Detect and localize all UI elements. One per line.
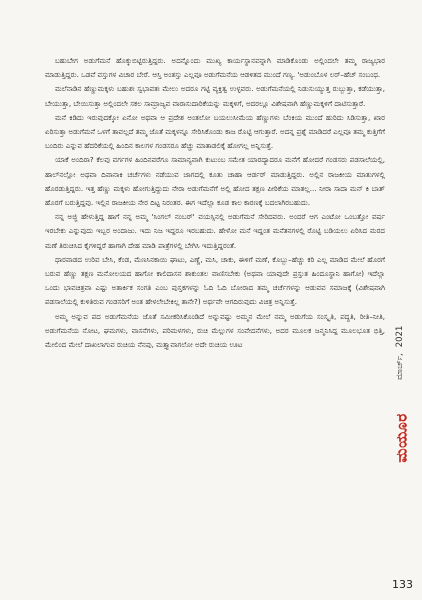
paragraph-1: ಬಹುಬೇಗ ಅಡುಗೆಮನೆ ಹೊಕ್ಕುಬಿಟ್ಟಿರುತ್ತಿದ್ದರು. ಅದನ್ನೊಂದು ಮುಖ್ಯ ಕಾರ್ಯಸ್ಥಾನವನ್ನಾಗಿ ಮಾಡಿಕೊಂಡು ಅಲ್ಲಿಂದಲೇ ತಮ್ಮ ರಾಜ್ಯಭಾರ ಮಾಡುತ್ತಿದ್ದರು. ಒಡವೆ ವಸ್ತುಗಳ ವಿಚಾರ ಬೇರೆ. ಆಸ್ತಿ ಅಂತಸ್ತು ಎಲ್ಲವೂ ಅಡುಗೆಮನೆಯ ಆಡಳಿತದ ಮುಂದೆ ಗಣ್ಯ. 'ಅಡುಂಬೊಳ ಲರ್–ಹೆಚ್ ಸಂಬಂಧ. (45, 56, 385, 80)
issue-date (395, 326, 405, 380)
paragraph-6: ಧಾರವಾಡದ ಉರಿವ ಬೇಸಿ, ಕೆಂಡ, ಮೆಣಸಿನಕಾಯಿ ಘಾಟು, ಎಣ್ಣೆ, ಮಸಿ, ಚಾಕು, ಈಳಿಗೆ ಮಣೆ, ಕೊಬ್ಬು–ಹೆಚ್ಚು ಕರಿ ಎಲ್ಲ ಮಾಡಿದ ಮೇಲೆ ಹೊರಗೆ ಬರುವ ಹೆಣ್ಣು ತಕ್ಷಣ ಮನೋಲಯದ ಹಾಗೋ ಕಾಲಿದಾಸನ ಶಾಕುಂತಲ ವಾಣಿಸಬೇಕು (ಅಥವಾ ಯಾವುದೇ ಪ್ರಸ್ತುತ ಹಿಂದೂಸ್ಥಾನಿ ಹಾಗೋ) ಇದೆಲ್ಲಾ ಒಂದು ಭಾವಚಿತ್ರವಾ ಎಷ್ಟು ಅತಾರ್ಕಿಕ ಸಂಗತಿ ಎಂಬ ಪುಸ್ತಕಗಳನ್ನು ಓದಿ ಓದಿ ಬೋರಾದ ತಮ್ಮ ಚರ್ಚೆಗಳನ್ನು ಆಡುವವ ಸಮಾಜಕ್ಕೆ (ವಿಶೇಷವಾಗಿ ಪಡಸಾಲೆಯಲ್ಲಿ ಕುಳಿತಿರುವ ಗಂಡಸರಿಗೆ ಅಂತ ಹೇಳಲೇಬೇಕಿಲ್ಲ ತಾನೇ?) ಅರ್ಥವೇ ಆಗದಿರುವುದು ವಿಚಿತ್ರ ಅನ್ನಿಸುತ್ತೆ. (45, 254, 385, 307)
magazine-logo-text: ಮಯೂರ (393, 412, 411, 463)
paragraph-7: ಅಮ್ಮ ಅನ್ನುವ ಪದ ಅಡುಗೆಮನೆಯ ಜೊತೆ ಸಮೀಕರಿಸಿಕೊಂಡಿದೆ ಅನ್ನುವಷ್ಟು ಅಮ್ಮನ ಮೇಲೆ ನಮ್ಮ ಅಡುಗೆಯ ಸಂಸ್ಕೃತಿ, ಪದ್ಧತಿ, ರೀತಿ–ನೀತಿ, ಅಡುಗೆಮನೆಯ ನೋಟ, ಘಮಗಳು, ವಾಸನೆಗಳು, ಪರಿಮಳಗಳು, ರುಚಿ ಮೆಲ್ಲುಗಳ ಸಂವೇದನೆಗಳು, ಅದರ ಮೂಲಕ ಜನ್ಮನಿಸಿದ್ದ ಮೂಲಭೂತ ಭಿತ್ತಿ, ಮೇಲಿಂದ ಮೇಲೆ ದಾಖಲಾಗುವ ರುಚಿಯ ನೆನಪು, ಮತ್ತ್ಯಾವಾಗಲೋ ಅದೇ ರುಚಿಯ ಊಟ (45, 311, 385, 350)
paragraph-3: ಮನೆ ಕಿಡಿದು ಇರುವುದಕ್ಕೋ ಏನೋ ಅಥವಾ ಆ ಪ್ರದೇಶ ಅಂತಲೋ ಬಯಲುಸೀಮೆಯ ಹೆಣ್ಣುಗಳು ಬೆಂಕಿಯ ಮುಂದೆ ಹುರಿದು ಸಿಡಿಸುತ್ತಾ, ಖಾರ ಏರಿಸುತ್ತಾ ಅಡುಗೆಮನೆ ಒಳಗೆ ತಾವಲ್ಲದೆ ತಮ್ಮ ಜೊತೆ ಮಕ್ಕಳನ್ನೂ ಸೇರಿಸಿಕೊಂಡು ಕಾಜ ರೊಟ್ಟಿ ಆಗುತ್ತಾರೆ. ಅದನ್ನ ಪ್ರಶ್ನೆ ಮಾಡಿದರೆ ಎಲ್ಲವೂ ತಮ್ಮ ಕುತ್ತಿಗೆಗೆ ಬಂದಿರು ಎನ್ನುವ ಹೆದರಿಕೆಯಲ್ಲಿ ಹಿಂದಿನ ಕಾಲಗಳ ಗಂಡಸರೂ ಹೆಚ್ಚು ಮಾತಾಡಲಿಕ್ಕೆ ಹೋಗಲ್ಲ ಅನ್ನಿಸುತ್ತೆ. (45, 112, 385, 151)
issue-year: 2021 (395, 325, 405, 348)
issue-month: ಮಾರ್ಚ್, (395, 353, 405, 380)
page-number: 133 (392, 578, 413, 591)
paragraph-4: ಯಾಕೆ ಅಂದಿರಾ? ಕೆಲವು ವರ್ಗಗಳ ಹಿಂದಿನವರೆಗೂ ಸಾಮಾನ್ಯವಾಗಿ ಕುಟುಂಬ ಸಮೇತ ಯಾರದ್ಯಾದರೂ ಮನೆಗೆ ಹೋದರೆ ಗಂಡಸರು ಪಡಸಾಲೆಯಲ್ಲಿ, ಹಾಲ್‌ನಲ್ಲೋ ಅಥವಾ ದಿವಾನಾಕಿ ಚರ್ಚೆಗಳು ನಡೆಯುವ ಜಾಗದಲ್ಲಿ ಕೂತು ಚಾಹಾ ಆರ್ಡರ್ ಮಾಡುತ್ತಿದ್ದರು. ಅಲ್ಲಿನ ರಾಜಕೀಯ ಮಾತುಗಳಲ್ಲಿ ಹೊರಡುತ್ತಿದ್ದರು. ಇತ್ತ ಹೆಣ್ಣು ಮಕ್ಕಳು ಹೋಗುತ್ತಿದ್ದುದು ನೇರಾ ಅಡುಗೆಮನೆಗೆ ಅಲ್ಲಿ ಹೋದ ತಕ್ಷಣ ಪೀಠಿಕೆಯ ಮಾತಲ್ಲ... ನೀರಾ ಸಾದಾ ಮನ್ ಕಿ ಬಾತ್ ಹೊರಗೆ ಬರುತ್ತಿದ್ದವು. ಇಲ್ಲಿನ ರಾಜಕೀಯ ನೇರ ದಿಟ್ಟ ನಿರಂತರ. ಈಗ ಇದೆಲ್ಲಾ ಕೂಡ ಕಾಲ ಕಾರಣಕ್ಕೆ ಬದಲಾಗಿರಬಹುದು. (45, 155, 385, 208)
side-strip (393, 270, 411, 570)
magazine-logo (393, 400, 411, 475)
paragraph-5: ನನ್ನ ಅಜ್ಜಿ ಹೇಳುತ್ತಿದ್ದ ಹಾಗೆ ನನ್ನ ಅಮ್ಮ 'ಸಿಂಗಲ್ ನಂಬರ್' ವಯಸ್ಸಿನಲ್ಲಿ ಅಡುಗೆಮನೆ ಸೇರಿದವರು. ಅಂದರೆ ಆಗ ಎಂಟೋ ಒಂಬತ್ತೋ ವರ್ಷ ಇರಬೇಕು ಎನ್ನುವುದು ಇಬ್ಬರ ಅಂದಾಜು. ಇದು ನಿಜ ಇದ್ದರೂ ಇರಬಹುದು. ಹೇಳೋ ಮನೆ ಇದ್ದಂತ ಮನೆತನಗಳಲ್ಲಿ ರೊಟ್ಟಿ ಬಡಿಯಲು ಏರಿಸಿದ ಮರದ ಮಣೆ ತಿರುಚಿಸಿದ ಕೈಗಳಿದ್ದರೆ ಹಾಗಾಗಿ ದೇಹ ಮಾಡಿ ಪಾತ್ರೆಗಳಲ್ಲಿ ಬೇಗಿಸಿ ಇದುತ್ತಿದ್ದರಂತೆ. (45, 212, 385, 250)
paragraph-2: ಮಲೆನಾಡಿನ ಹೆಣ್ಣುಮಕ್ಕಳು ಬಹುಶಃ ಸ್ವಭಾವತಃ ಮೇಲು ಅದರೂ ಗಟ್ಟಿ ವ್ಯಕ್ತಿತ್ವ ಉಳ್ಳವರು. ಅಡುಗೆಮನೆಯಲ್ಲಿ ನಿಡುಸುಯ್ಯುತ್ತ ರುಬ್ಬುತ್ತಾ, ಕಡೆಯುತ್ತಾ, ಬೇಯುತ್ತಾ, ಬೇಯಿಸುತ್ತಾ ಅಲ್ಲಿಂದಲೇ ಸಕಲ ಸಾಮ್ರಾಜ್ಯವ ವಾರಾಸುದಾರಿಕೆಯನ್ನು ಮಕ್ಕಳಿಗೆ, ಅದರಲ್ಲೂ ವಿಶೇಷವಾಗಿ ಹೆಣ್ಣುಮಕ್ಕಳಿಗೆ ದಾಟಿಸುತ್ತಾರೆ. (45, 84, 385, 108)
article-body (45, 54, 385, 352)
